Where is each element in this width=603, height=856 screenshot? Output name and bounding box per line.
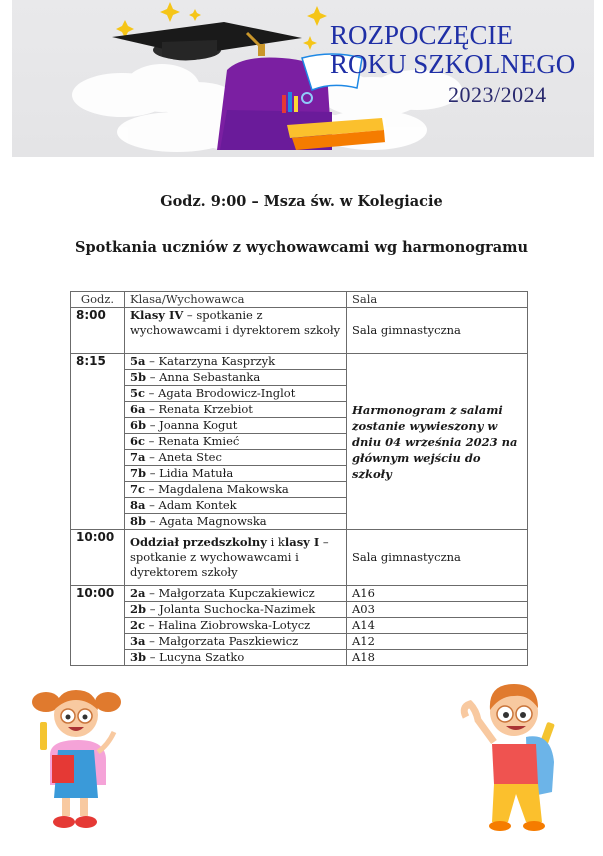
row-class: [125, 482, 347, 498]
row-room: A16: [347, 586, 528, 602]
header-time: Godz.: [71, 292, 125, 308]
teacher-name: – Katarzyna Kasprzyk: [145, 354, 276, 368]
girl-student-icon: [28, 680, 123, 840]
teacher-name: – Agata Magnowska: [146, 514, 267, 528]
row-class: [125, 308, 347, 354]
class-label: 8b: [130, 514, 147, 528]
header-class-teacher: Klasa/Wychowawca: [125, 292, 347, 308]
class-label: 8a: [130, 498, 146, 512]
class-label: 6c: [130, 434, 146, 448]
teacher-name: – Jolanta Suchocka-Nazimek: [146, 602, 316, 616]
class-label: Klasy IV: [130, 308, 184, 322]
class-connector: i k: [266, 535, 285, 549]
teacher-name: – Lidia Matuła: [146, 466, 234, 480]
graduation-cap-icon: [112, 22, 302, 61]
table-row: [71, 586, 528, 602]
class-label: 6b: [130, 418, 147, 432]
row-class: [125, 514, 347, 530]
mass-heading: Godz. 9:00 – Msza św. w Kolegiacie: [160, 193, 443, 210]
class-label: 5b: [130, 370, 147, 384]
class-label: 5c: [130, 386, 146, 400]
row-room: A12: [347, 634, 528, 650]
class-label: 7a: [130, 450, 146, 464]
row-room: A03: [347, 602, 528, 618]
class-label: 7b: [130, 466, 147, 480]
row-time: 8:00: [71, 308, 125, 354]
table-header-row: [71, 292, 528, 308]
meetings-heading: Spotkania uczniów z wychowawcami wg harmonogramu: [74, 239, 529, 256]
class-label: 7c: [130, 482, 146, 496]
class-label: 6a: [130, 402, 146, 416]
teacher-name: – Joanna Kogut: [146, 418, 238, 432]
class-description: – spotkanie z wychowawcami i dyrektorem szkoły: [130, 535, 329, 579]
row-class: [125, 498, 347, 514]
header-banner: [12, 0, 594, 157]
row-class: [125, 586, 347, 602]
row-room: A14: [347, 618, 528, 634]
row-class: [125, 450, 347, 466]
table-row: [71, 618, 528, 634]
table-row: [71, 354, 528, 370]
table-row: [71, 530, 528, 586]
row-class: [125, 434, 347, 450]
teacher-name: – Lucyna Szatko: [146, 650, 245, 664]
row-class: [125, 418, 347, 434]
teacher-name: – Małgorzata Kupczakiewicz: [145, 586, 315, 600]
class-label: 5a: [130, 354, 146, 368]
class-description: – spotkanie z wychowawcami i dyrektorem szkoły: [130, 308, 341, 337]
class-label-2: lasy I: [284, 535, 320, 549]
table-row: [71, 308, 528, 354]
class-label: Oddział przedszkolny: [130, 535, 267, 549]
row-class: [125, 386, 347, 402]
teacher-name: – Halina Ziobrowska-Lotycz: [145, 618, 311, 632]
class-label: 2a: [130, 586, 146, 600]
header-room: Sala: [347, 292, 528, 308]
banner-title-line2: ROKU SZKOLNEGO: [330, 49, 576, 79]
schedule-note: Harmonogram z salami zostanie wywieszony w dniu 04 września 2023 na głównym wejściu do szkoły: [347, 354, 528, 530]
row-room: A18: [347, 650, 528, 666]
row-room: Sala gimnastyczna: [347, 530, 528, 586]
banner-year: 2023/2024: [448, 82, 547, 107]
boy-student-icon: [456, 672, 566, 837]
row-time: 10:00: [71, 586, 125, 666]
class-label: 2b: [130, 602, 147, 616]
teacher-name: – Anna Sebastanka: [146, 370, 261, 384]
class-label: 2c: [130, 618, 146, 632]
table-row: [71, 650, 528, 666]
row-class: [125, 370, 347, 386]
teacher-name: – Magdalena Makowska: [145, 482, 289, 496]
teacher-name: – Renata Krzebiot: [145, 402, 253, 416]
row-class: [125, 602, 347, 618]
row-class: [125, 402, 347, 418]
row-time: 10:00: [71, 530, 125, 586]
table-row: [71, 602, 528, 618]
row-time: 8:15: [71, 354, 125, 530]
banner-title-line1: ROZPOCZĘCIE: [330, 20, 514, 50]
row-class: [125, 466, 347, 482]
class-label: 3a: [130, 634, 146, 648]
row-class: [125, 650, 347, 666]
row-class: [125, 634, 347, 650]
teacher-name: – Małgorzata Paszkiewicz: [145, 634, 299, 648]
row-class: [125, 530, 347, 586]
row-room: Sala gimnastyczna: [347, 308, 528, 354]
teacher-name: – Renata Kmieć: [145, 434, 240, 448]
teacher-name: – Aneta Stec: [145, 450, 222, 464]
row-class: [125, 618, 347, 634]
teacher-name: – Adam Kontek: [145, 498, 237, 512]
class-label: 3b: [130, 650, 147, 664]
row-class: [125, 354, 347, 370]
teacher-name: – Agata Brodowicz-Inglot: [145, 386, 296, 400]
banner-title: [330, 22, 575, 106]
table-row: [71, 634, 528, 650]
schedule-table: [70, 291, 528, 666]
